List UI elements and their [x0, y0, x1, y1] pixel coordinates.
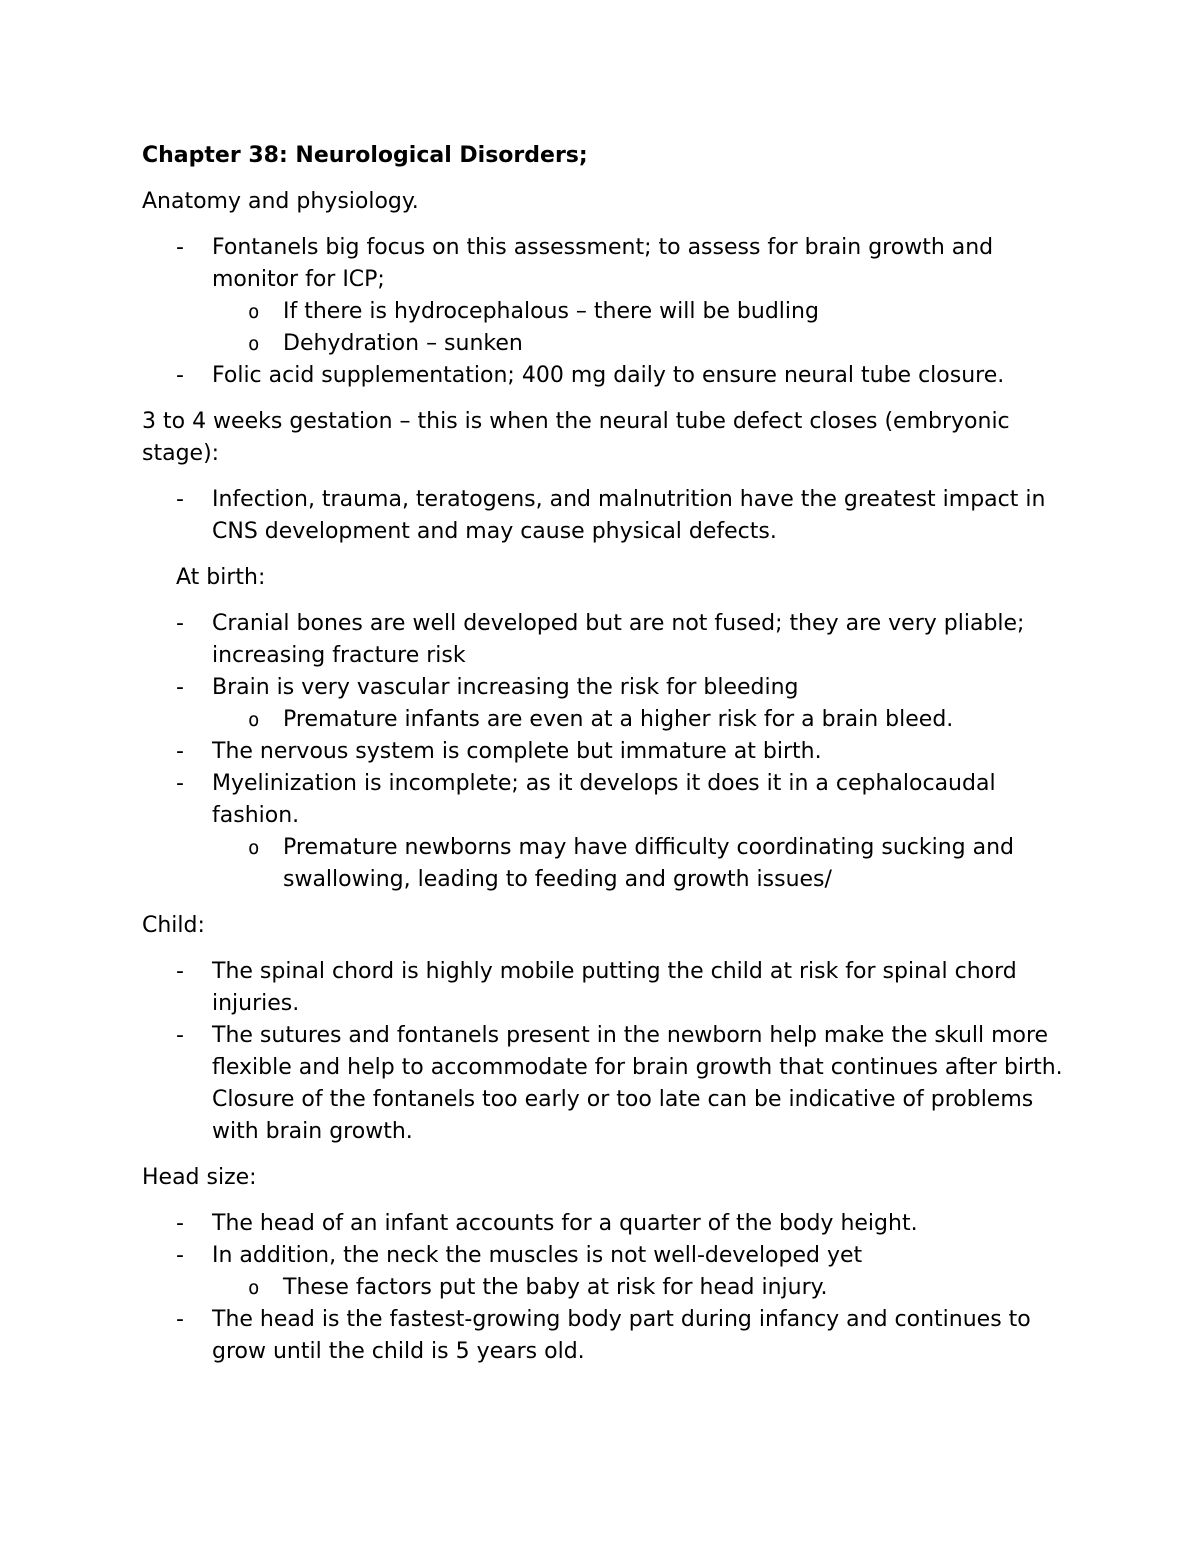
dash-bullet: -: [176, 1023, 184, 1048]
section-heading-gestation: 3 to 4 weeks gestation – this is when the neural tube defect closes (embryonic stage):: [142, 409, 1010, 466]
dash-bullet: -: [176, 675, 184, 700]
chapter-title: Chapter 38: Neurological Disorders;: [142, 143, 588, 168]
dash-bullet: -: [176, 1211, 184, 1236]
list-item: [142, 360, 1072, 392]
child-list: [142, 956, 1072, 1148]
anatomy-list: [142, 232, 1072, 392]
sub-list-item: [212, 1272, 1072, 1304]
list-item-text: Cranial bones are well developed but are not fused; they are very pliable; increasing fracture risk: [212, 611, 1025, 668]
dash-bullet: -: [176, 487, 184, 512]
section-heading-birth: At birth:: [176, 565, 266, 590]
section-heading-anatomy: Anatomy and physiology.: [142, 189, 419, 214]
list-item-text: The head is the fastest-growing body part during infancy and continues to grow until the child is 5 years old.: [212, 1307, 1031, 1364]
gestation-list: [142, 484, 1072, 548]
circle-bullet: o: [248, 709, 260, 731]
dash-bullet: -: [176, 363, 184, 388]
sub-list: [212, 704, 1072, 736]
dash-bullet: -: [176, 235, 184, 260]
list-item: [142, 608, 1072, 672]
list-item: [142, 1020, 1072, 1148]
list-item: [142, 232, 1072, 360]
list-item: [142, 1208, 1072, 1240]
list-item: [142, 1304, 1072, 1368]
sub-list-item: [212, 704, 1072, 736]
sub-list-item-text: Premature newborns may have difficulty coordinating sucking and swallowing, leading to feeding and growth issues/: [283, 835, 1014, 892]
dash-bullet: -: [176, 1243, 184, 1268]
dash-bullet: -: [176, 771, 184, 796]
sub-list-item-text: Dehydration – sunken: [283, 331, 523, 356]
sub-list: [212, 832, 1072, 896]
circle-bullet: o: [248, 1277, 260, 1299]
list-item-text: Folic acid supplementation; 400 mg daily to ensure neural tube closure.: [212, 363, 1005, 388]
list-item: [142, 736, 1072, 768]
list-item-text: The head of an infant accounts for a quarter of the body height.: [212, 1211, 918, 1236]
list-item-text: The spinal chord is highly mobile putting the child at risk for spinal chord injuries.: [212, 959, 1017, 1016]
list-item-text: Infection, trauma, teratogens, and malnutrition have the greatest impact in CNS development and may cause physical defects.: [212, 487, 1046, 544]
list-item-text: Brain is very vascular increasing the risk for bleeding: [212, 675, 799, 700]
dash-bullet: -: [176, 959, 184, 984]
document-body: [142, 140, 1072, 1382]
list-item-text: Myelinization is incomplete; as it develops it does it in a cephalocaudal fashion.: [212, 771, 996, 828]
sub-list-item: [212, 328, 1072, 360]
section-heading-child: Child:: [142, 913, 205, 938]
sub-list: [212, 296, 1072, 360]
sub-list-item: [212, 832, 1072, 896]
list-item-text: The nervous system is complete but immature at birth.: [212, 739, 822, 764]
sub-list-item-text: Premature infants are even at a higher risk for a brain bleed.: [283, 707, 954, 732]
birth-list: [142, 608, 1072, 896]
circle-bullet: o: [248, 333, 260, 355]
circle-bullet: o: [248, 301, 260, 323]
dash-bullet: -: [176, 1307, 184, 1332]
list-item: [142, 956, 1072, 1020]
list-item-text: In addition, the neck the muscles is not well-developed yet: [212, 1243, 863, 1268]
sub-list-item-text: If there is hydrocephalous – there will be budling: [283, 299, 819, 324]
list-item-text: The sutures and fontanels present in the newborn help make the skull more flexible and help to accommodate for brain growth that continues after birth. Closure of the fontanels too early or too late can be indicative of problems with brain growth.: [212, 1023, 1063, 1144]
circle-bullet: o: [248, 837, 260, 859]
dash-bullet: -: [176, 739, 184, 764]
sub-list: [212, 1272, 1072, 1304]
list-item-text: Fontanels big focus on this assessment; to assess for brain growth and monitor for ICP;: [212, 235, 994, 292]
list-item: [142, 1240, 1072, 1304]
sub-list-item: [212, 296, 1072, 328]
sub-list-item-text: These factors put the baby at risk for head injury.: [283, 1275, 828, 1300]
list-item: [142, 484, 1072, 548]
section-heading-head-size: Head size:: [142, 1165, 257, 1190]
list-item: [142, 672, 1072, 736]
dash-bullet: -: [176, 611, 184, 636]
list-item: [142, 768, 1072, 896]
head-size-list: [142, 1208, 1072, 1368]
